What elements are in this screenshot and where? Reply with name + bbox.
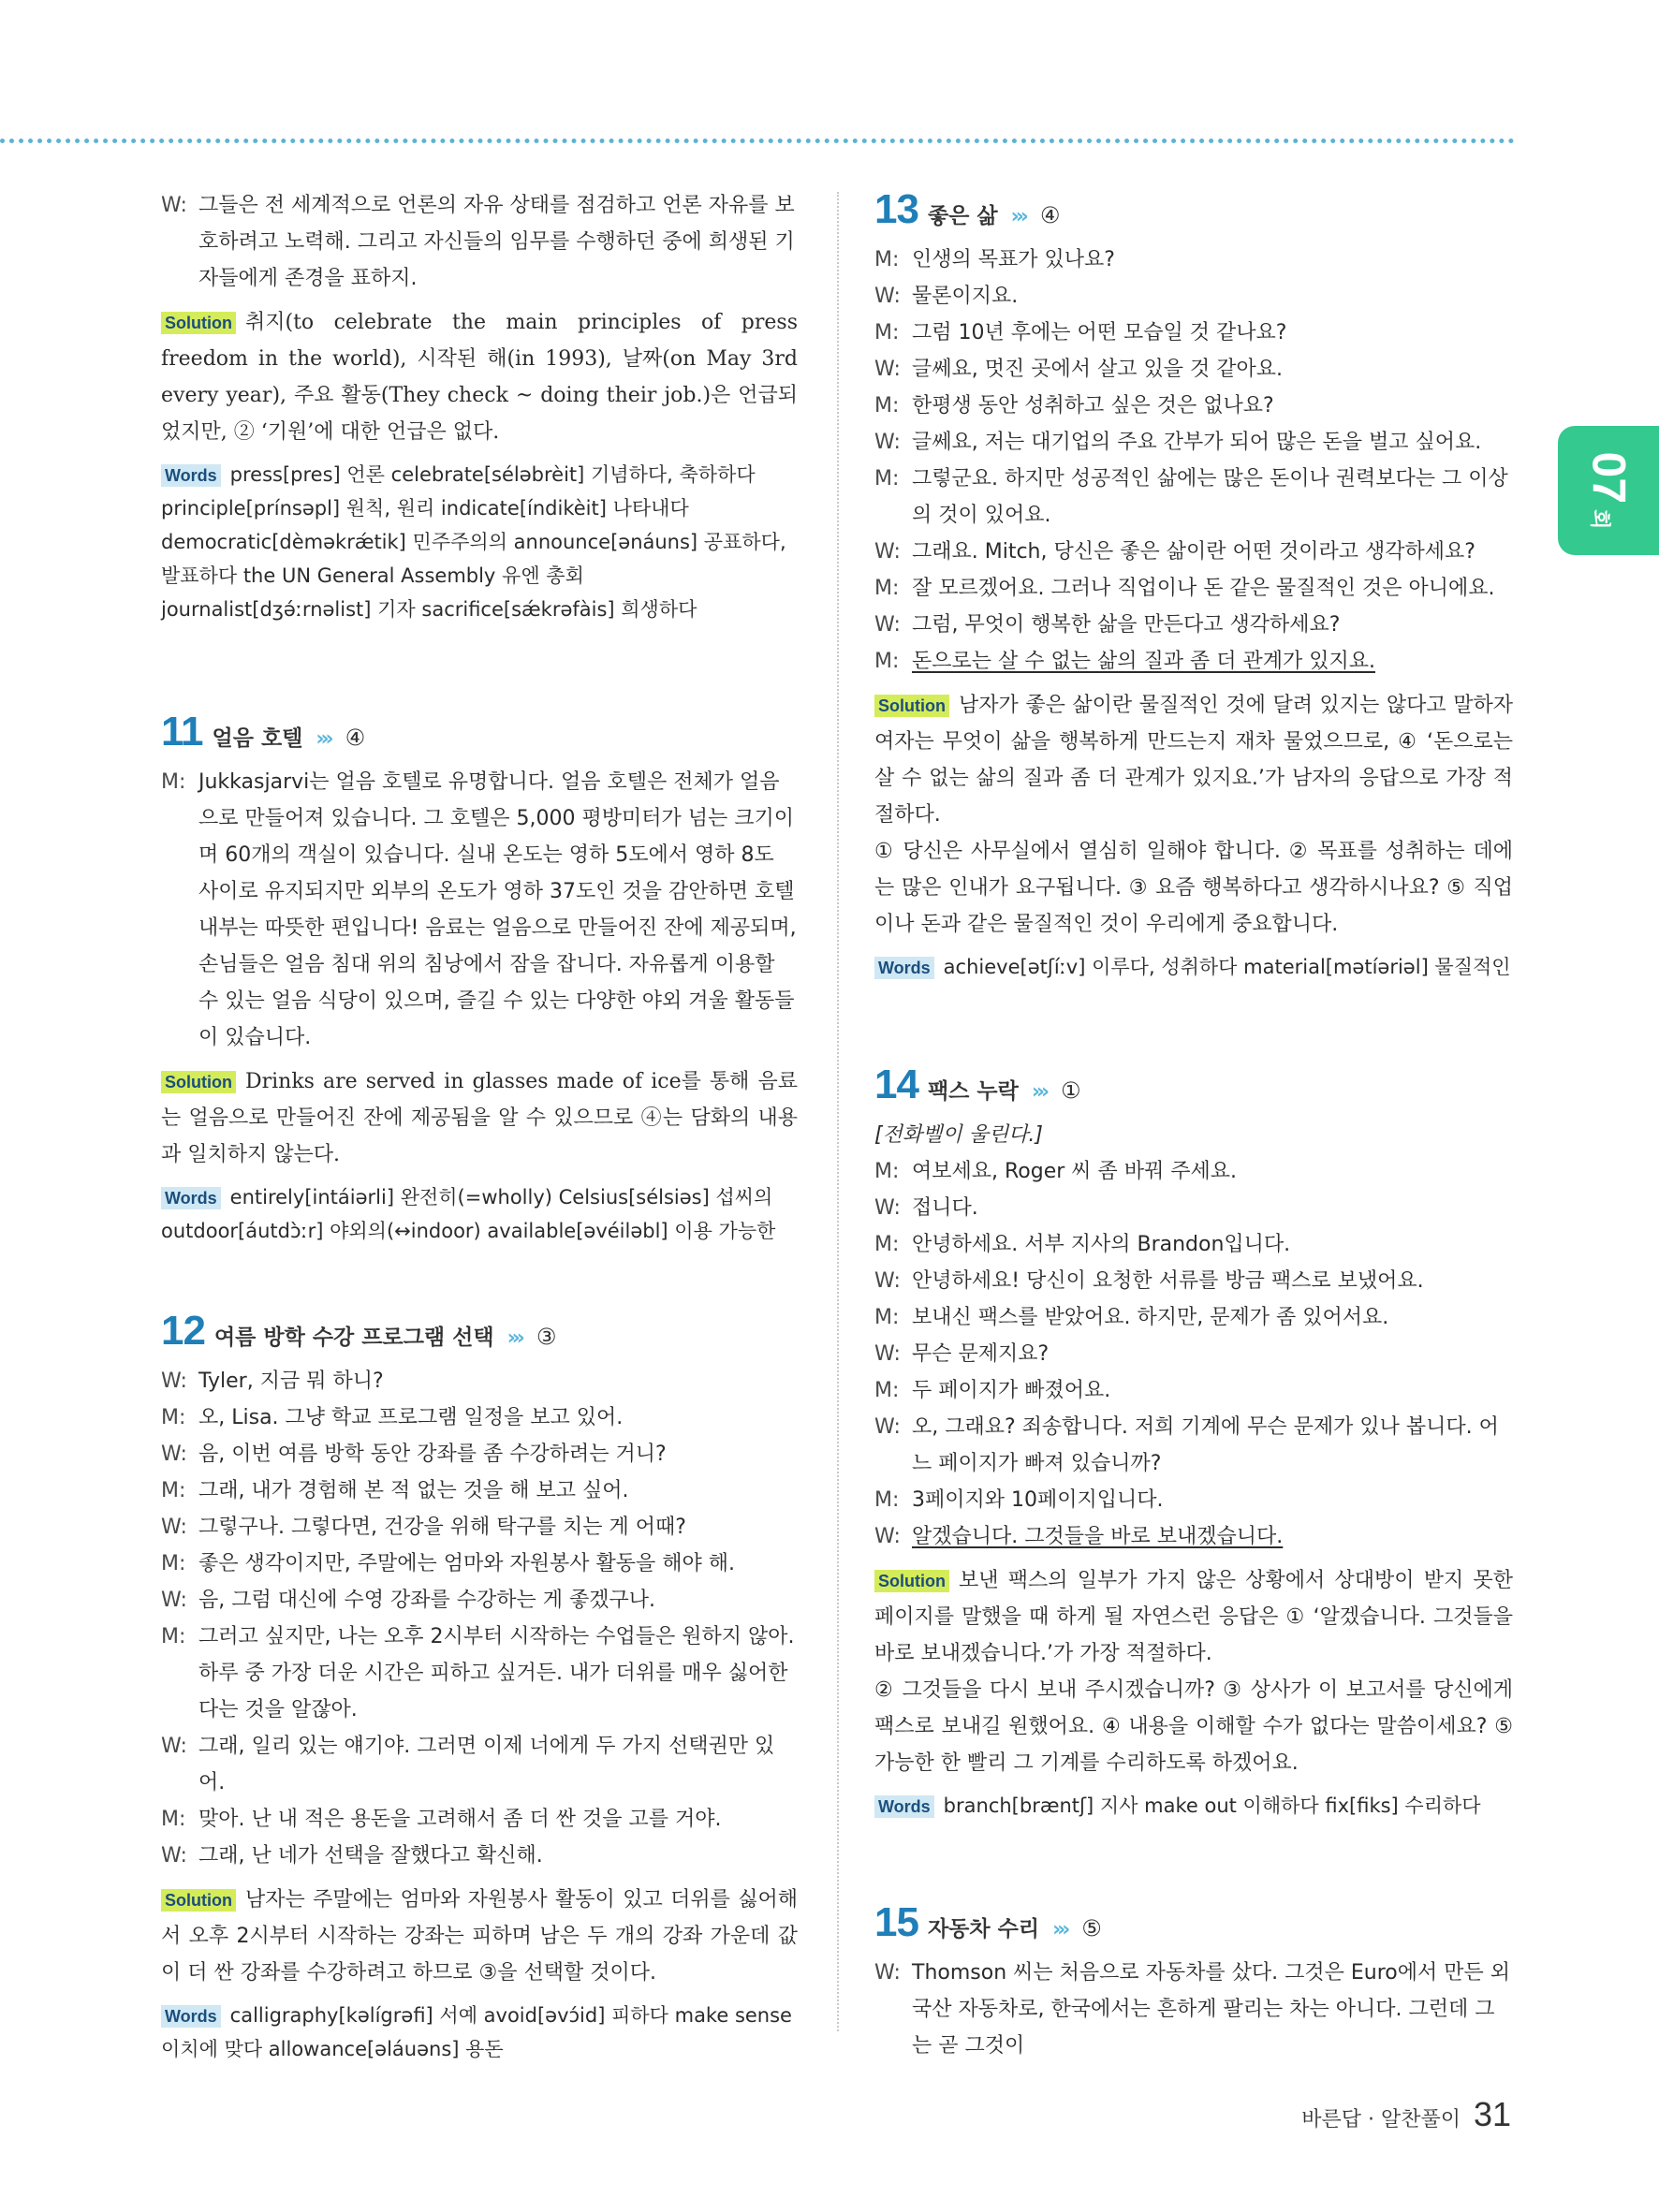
dialogue-line — [161, 1728, 798, 1801]
dialogue-text: 좋은 생각이지만, 주말에는 엄마와 자원봉사 활동을 해야 해. — [198, 1552, 735, 1575]
dialogue-text: 그렇구나. 그렇다면, 건강을 위해 탁구를 치는 게 어때? — [198, 1516, 686, 1539]
speaker-label: M: — [161, 1625, 186, 1648]
section-14 — [874, 1062, 1513, 1823]
dialogue-line — [161, 1582, 798, 1619]
dialogue-text: 음, 이번 여름 방학 동안 강좌를 좀 수강하려는 거니? — [198, 1443, 667, 1466]
dialogue-line — [874, 1955, 1513, 2064]
distractor-translations: ② 그것들을 다시 보내 주시겠습니까? ③ 상사가 이 보고서를 당신에게 팩스로 보내길 원했어요. ④ 내용을 이해할 수가 없다는 말씀이세요? ⑤ 가능한 한 빨리 그 기계를 수리하도록 하겠어요. — [874, 1678, 1513, 1775]
words-badge: Words — [161, 1187, 221, 1209]
solution-text: Drinks are served in glasses made of ice를 통해 음료는 얼음으로 만들어진 잔에 제공됨을 알 수 있으므로 ④는 담화의 내용과 일치하지 않는다. — [161, 1070, 798, 1166]
section-header — [874, 1062, 1513, 1107]
dialogue-line — [874, 1336, 1513, 1372]
dialogue-text: 음, 그럼 대신에 수영 강좌를 수강하는 게 좋겠구나. — [198, 1589, 655, 1612]
words-badge: Words — [874, 957, 934, 979]
speaker-label: W: — [161, 1516, 187, 1539]
words-badge: Words — [161, 464, 221, 487]
speaker-label: W: — [874, 1196, 901, 1220]
dialogue-text: 글쎄요, 멋진 곳에서 살고 있을 것 같아요. — [912, 358, 1283, 381]
section-13 — [874, 187, 1513, 984]
dialogue-line — [874, 1372, 1513, 1409]
words-badge: Words — [161, 2005, 221, 2028]
dialogue-line — [874, 534, 1513, 570]
words-text: branch[bræntʃ] 지사 make out 이해하다 fix[fiks] 수리하다 — [943, 1795, 1481, 1817]
speaker-label: M: — [874, 248, 900, 271]
footer-label: 바른답 · 알찬풀이 — [1301, 2108, 1461, 2131]
speaker-label: M: — [874, 1379, 900, 1402]
solution-text: 남자가 좋은 삶이란 물질적인 것에 달려 있지는 않다고 말하자 여자는 무엇이 삶을 행복하게 만드는지 재차 물었으므로, ④ ‘돈으로는 살 수 없는 삶의 질과 좀 더 관계가 있지요.’가 남자의 응답으로 가장 적절하다. — [874, 694, 1513, 827]
dialogue-text: 알겠습니다. 그것들을 바로 보내겠습니다. — [912, 1525, 1284, 1548]
dialogue-line — [161, 1801, 798, 1838]
dialogue-line — [161, 1509, 798, 1545]
solution-paragraph — [161, 1063, 798, 1173]
section-number: 11 — [161, 709, 203, 754]
speaker-label: M: — [161, 1479, 186, 1502]
words-paragraph — [874, 950, 1513, 984]
speaker-label: M: — [161, 1406, 186, 1429]
section-number: 14 — [874, 1062, 918, 1107]
solution-badge: Solution — [874, 1570, 949, 1592]
speaker-label: W: — [161, 1844, 187, 1868]
top-dotted-rule — [0, 139, 1515, 143]
column-separator — [837, 192, 839, 2031]
dialogue-text: Tyler, 지금 뭐 하니? — [198, 1370, 384, 1393]
dialogue-text: 안녕하세요. 서부 지사의 Brandon입니다. — [912, 1233, 1291, 1256]
speaker-label: W: — [161, 1443, 187, 1466]
dialogue-line — [161, 187, 798, 297]
section-number: 13 — [874, 186, 918, 232]
words-text: press[pres] 언론 celebrate[séləbrèit] 기념하다, 축하하다 principle[prínsəpl] 원칙, 원리 indicate[índikèit] 나타내다 democratic[dèməkrǽtik] 민주주의의 announce[ənáuns] 공표하다, 발표하다 the UN General Assembly 유엔 총회 journalist[dʒə́ːrnəlist] 기자 sacrifice[sǽkrəfàis] 희생하다 — [161, 463, 786, 621]
dialogue-line — [874, 1299, 1513, 1336]
solution-paragraph — [874, 687, 1513, 833]
dialogue-line — [874, 315, 1513, 351]
section-answer: ④ — [345, 725, 366, 751]
words-text: calligraphy[kəlígrəfi] 서예 avoid[əvɔ́id] 피하다 make sense 이치에 맞다 allowance[əláuəns] 용돈 — [161, 2004, 792, 2060]
speaker-label: M: — [161, 1808, 186, 1831]
dialogue-text: 잘 모르겠어요. 그러나 직업이나 돈 같은 물질적인 것은 아니에요. — [912, 577, 1495, 600]
speaker-label: M: — [874, 650, 900, 673]
speaker-label: M: — [874, 321, 900, 344]
dialogue-text: 그래, 난 네가 선택을 잘했다고 확신해. — [198, 1844, 543, 1868]
stage-direction: [전화벨이 울린다.] — [874, 1123, 1043, 1147]
dialogue-text: 두 페이지가 빠졌어요. — [912, 1379, 1111, 1402]
section-title: 얼음 호텔 — [212, 726, 303, 751]
dialogue-text: Thomson 씨는 처음으로 자동차를 샀다. 그것은 Euro에서 만든 외국산 자동차로, 한국에서는 흔하게 팔리는 차는 아니다. 그런데 그는 곧 그것이 — [912, 1961, 1510, 2058]
section-number: 15 — [874, 1899, 918, 1945]
section-answer: ③ — [536, 1324, 557, 1350]
dialogue-line — [874, 1409, 1513, 1482]
dialogue-text: 돈으로는 살 수 없는 삶의 질과 좀 더 관계가 있지요. — [912, 650, 1375, 673]
dialogue-text: 그래, 일리 있는 얘기야. 그러면 이제 너에게 두 가지 선택권만 있어. — [198, 1735, 775, 1795]
speaker-label: W: — [874, 613, 901, 637]
section-number: 12 — [161, 1308, 205, 1354]
words-badge: Words — [874, 1795, 934, 1818]
dialogue-line — [874, 1263, 1513, 1299]
section-title: 팩스 누락 — [927, 1079, 1019, 1104]
speaker-label: W: — [161, 1370, 187, 1393]
words-paragraph — [161, 1999, 798, 2066]
dialogue-text: 안녕하세요! 당신이 요청한 서류를 방금 팩스로 보냈어요. — [912, 1269, 1424, 1293]
dialogue-line — [161, 1472, 798, 1509]
dialogue-line — [874, 1190, 1513, 1226]
section-10-continued — [161, 187, 798, 626]
dialogue-line — [874, 570, 1513, 607]
dialogue-line-answer — [874, 1518, 1513, 1555]
section-title: 좋은 삶 — [927, 204, 998, 228]
speaker-label: M: — [874, 577, 900, 600]
double-chevron-icon: ››› — [316, 727, 330, 751]
dialogue-line — [874, 388, 1513, 424]
dialogue-line — [874, 461, 1513, 534]
solution-paragraph — [161, 304, 798, 450]
speaker-label: W: — [161, 194, 187, 217]
page-number: 31 — [1473, 2095, 1511, 2133]
solution-text: 취지(to celebrate the main principles of press freedom in the world), 시작된 해(in 1993), 날짜(on May 3rd every year), 주요 활동(They check ~ doing their job.)은 언급되었지만, ② ‘기원’에 대한 언급은 없다. — [161, 311, 798, 444]
section-header — [874, 187, 1513, 232]
section-title: 자동차 수리 — [927, 1917, 1040, 1941]
section-answer: ④ — [1039, 202, 1061, 228]
speaker-label: M: — [874, 1306, 900, 1329]
dialogue-text: 그렇군요. 하지만 성공적인 삶에는 많은 돈이나 권력보다는 그 이상의 것이 있어요. — [912, 467, 1508, 527]
speaker-label: W: — [874, 540, 901, 564]
solution-paragraph — [874, 1562, 1513, 1672]
dialogue-line — [161, 1363, 798, 1399]
section-11 — [161, 710, 798, 1248]
dialogue-text: 무슨 문제지요? — [912, 1342, 1050, 1366]
section-header — [161, 710, 798, 754]
dialogue-text: 그래, 내가 경험해 본 적 없는 것을 해 보고 싶어. — [198, 1479, 629, 1502]
dialogue-line — [161, 1545, 798, 1582]
speaker-label: W: — [161, 1589, 187, 1612]
dialogue-line — [874, 278, 1513, 315]
speaker-label: W: — [874, 1525, 901, 1548]
words-paragraph — [161, 1180, 798, 1248]
dialogue-text: 글쎄요, 저는 대기업의 주요 간부가 되어 많은 돈을 벌고 싶어요. — [912, 431, 1482, 454]
section-answer: ① — [1061, 1077, 1081, 1104]
dialogue-text: 그들은 전 세계적으로 언론의 자유 상태를 점검하고 언론 자유를 보호하려고 노력해. 그리고 자신들의 임무를 수행하던 중에 희생된 기자들에게 존경을 표하지. — [198, 194, 795, 290]
speaker-label: M: — [874, 1233, 900, 1256]
speaker-label: W: — [874, 358, 901, 381]
speaker-label: M: — [874, 1160, 900, 1183]
speaker-label: W: — [874, 431, 901, 454]
dialogue-text: 여보세요, Roger 씨 좀 바꿔 주세요. — [912, 1160, 1238, 1183]
speaker-label: W: — [874, 285, 901, 308]
speaker-label: M: — [161, 770, 186, 794]
double-chevron-icon: ››› — [1052, 1918, 1067, 1941]
dialogue-text: Jukkasjarvi는 얼음 호텔로 유명합니다. 얼음 호텔은 전체가 얼음으로 만들어져 있습니다. 그 호텔은 5,000 평방미터가 넘는 크기이며 60개의 객실이 있습니다. 실내 온도는 영하 5도에서 영하 8도 사이로 유지되지만 외부의 온도가 영하 37도인 것을 감안하면 호텔 내부는 따뜻한 편입니다! 음료는 얼음으로 만들어진 잔에 제공되며, 손님들은 얼음 침대 위의 침낭에서 잠을 잡니다. 자유롭게 이용할 수 있는 얼음 식당이 있으며, 즐길 수 있는 다양한 야외 겨울 활동들이 있습니다. — [198, 770, 797, 1049]
solution-badge: Solution — [161, 312, 236, 334]
dialogue-line — [161, 1619, 798, 1728]
words-paragraph — [161, 458, 798, 626]
chapter-tab-label: 회 — [1587, 509, 1611, 530]
words-text: achieve[ətʃíːv] 이루다, 성취하다 material[mətíəriəl] 물질적인 — [943, 956, 1511, 978]
dialogue-line — [161, 1399, 798, 1436]
dialogue-text: 그럼, 무엇이 행복한 삶을 만든다고 생각하세요? — [912, 613, 1341, 637]
dialogue-text: 보내신 팩스를 받았어요. 하지만, 문제가 좀 있어서요. — [912, 1306, 1389, 1329]
dialogue-text: 오, Lisa. 그냥 학교 프로그램 일정을 보고 있어. — [198, 1406, 624, 1429]
dialogue-line — [874, 424, 1513, 461]
speaker-label: M: — [874, 467, 900, 491]
solution-badge: Solution — [874, 695, 949, 717]
distractor-translations: ① 당신은 사무실에서 열심히 일해야 합니다. ② 목표를 성취하는 데에는 많은 인내가 요구됩니다. ③ 요즘 행복하다고 생각하시나요? ⑤ 직업이나 돈과 같은 물질적인 것이 우리에게 중요합니다. — [874, 840, 1513, 936]
section-header — [874, 1900, 1513, 1945]
dialogue-line — [874, 1226, 1513, 1263]
solution-text: 남자는 주말에는 엄마와 자원봉사 활동이 있고 더위를 싫어해서 오후 2시부터 시작하는 강좌는 피하며 남은 두 개의 강좌 가운데 값이 더 싼 강좌를 수강하려고 하므로 ③을 선택할 것이다. — [161, 1888, 798, 1985]
solution-badge: Solution — [161, 1889, 236, 1912]
speaker-label: M: — [874, 1488, 900, 1512]
page-footer — [1301, 2095, 1511, 2134]
dialogue-line — [874, 242, 1513, 278]
dialogue-text: 그러고 싶지만, 나는 오후 2시부터 시작하는 수업들은 원하지 않아. 하루 중 가장 더운 시간은 피하고 싶거든. 내가 더위를 매우 싫어한다는 것을 알잖아. — [198, 1625, 795, 1721]
dialogue-text: 그래요. Mitch, 당신은 좋은 삶이란 어떤 것이라고 생각하세요? — [912, 540, 1475, 564]
solution-text: 보낸 팩스의 일부가 가지 않은 상황에서 상대방이 받지 못한 페이지를 말했을 때 하게 될 자연스런 응답은 ① ‘알겠습니다. 그것들을 바로 보내겠습니다.’가 가장 적절하다. — [874, 1569, 1513, 1665]
dialogue-line — [874, 351, 1513, 388]
double-chevron-icon: ››› — [507, 1326, 521, 1350]
dialogue-text: 물론이지요. — [912, 285, 1019, 308]
dialogue-text: 3페이지와 10페이지입니다. — [912, 1488, 1164, 1512]
dialogue-line — [161, 1838, 798, 1874]
dialogue-text: 오, 그래요? 죄송합니다. 저희 기계에 무슨 문제가 있나 봅니다. 어느 페이지가 빠져 있습니까? — [912, 1415, 1499, 1475]
words-text: entirely[intáiərli] 완전히(=wholly) Celsius[sélsiəs] 섭씨의 outdoor[áutdɔ̀ːr] 야외의(↔indoor) available[əvéiləbl] 이용 가능한 — [161, 1186, 776, 1242]
dialogue-line — [874, 607, 1513, 643]
speaker-label: W: — [874, 1342, 901, 1366]
solution-paragraph — [161, 1882, 798, 1991]
dialogue-text: 접니다. — [912, 1196, 978, 1220]
speaker-label: W: — [874, 1415, 901, 1439]
dialogue-line — [874, 1482, 1513, 1518]
words-paragraph — [874, 1789, 1513, 1823]
dialogue-line — [161, 764, 798, 1056]
dialogue-text: 한평생 동안 성취하고 싶은 것은 없나요? — [912, 394, 1274, 417]
double-chevron-icon: ››› — [1010, 205, 1025, 228]
section-header — [161, 1309, 798, 1354]
dialogue-line — [874, 1153, 1513, 1190]
section-15 — [874, 1900, 1513, 2064]
speaker-label: M: — [874, 394, 900, 417]
dialogue-text: 인생의 목표가 있나요? — [912, 248, 1115, 271]
section-12 — [161, 1309, 798, 2066]
speaker-label: M: — [161, 1552, 186, 1575]
section-title: 여름 방학 수강 프로그램 선택 — [213, 1326, 494, 1350]
dialogue-line-answer — [874, 643, 1513, 680]
speaker-label: W: — [874, 1961, 901, 1985]
chapter-tab — [1558, 426, 1659, 555]
dialogue-text: 그럼 10년 후에는 어떤 모습일 것 같나요? — [912, 321, 1287, 344]
dialogue-line — [161, 1436, 798, 1472]
double-chevron-icon: ››› — [1031, 1080, 1047, 1104]
dialogue-text: 맞아. 난 내 적은 용돈을 고려해서 좀 더 싼 것을 고를 거야. — [198, 1808, 722, 1831]
section-answer: ⑤ — [1081, 1915, 1102, 1941]
solution-badge: Solution — [161, 1071, 236, 1093]
speaker-label: W: — [161, 1735, 187, 1758]
chapter-tab-number: 07 — [1581, 451, 1635, 505]
speaker-label: W: — [874, 1269, 901, 1293]
